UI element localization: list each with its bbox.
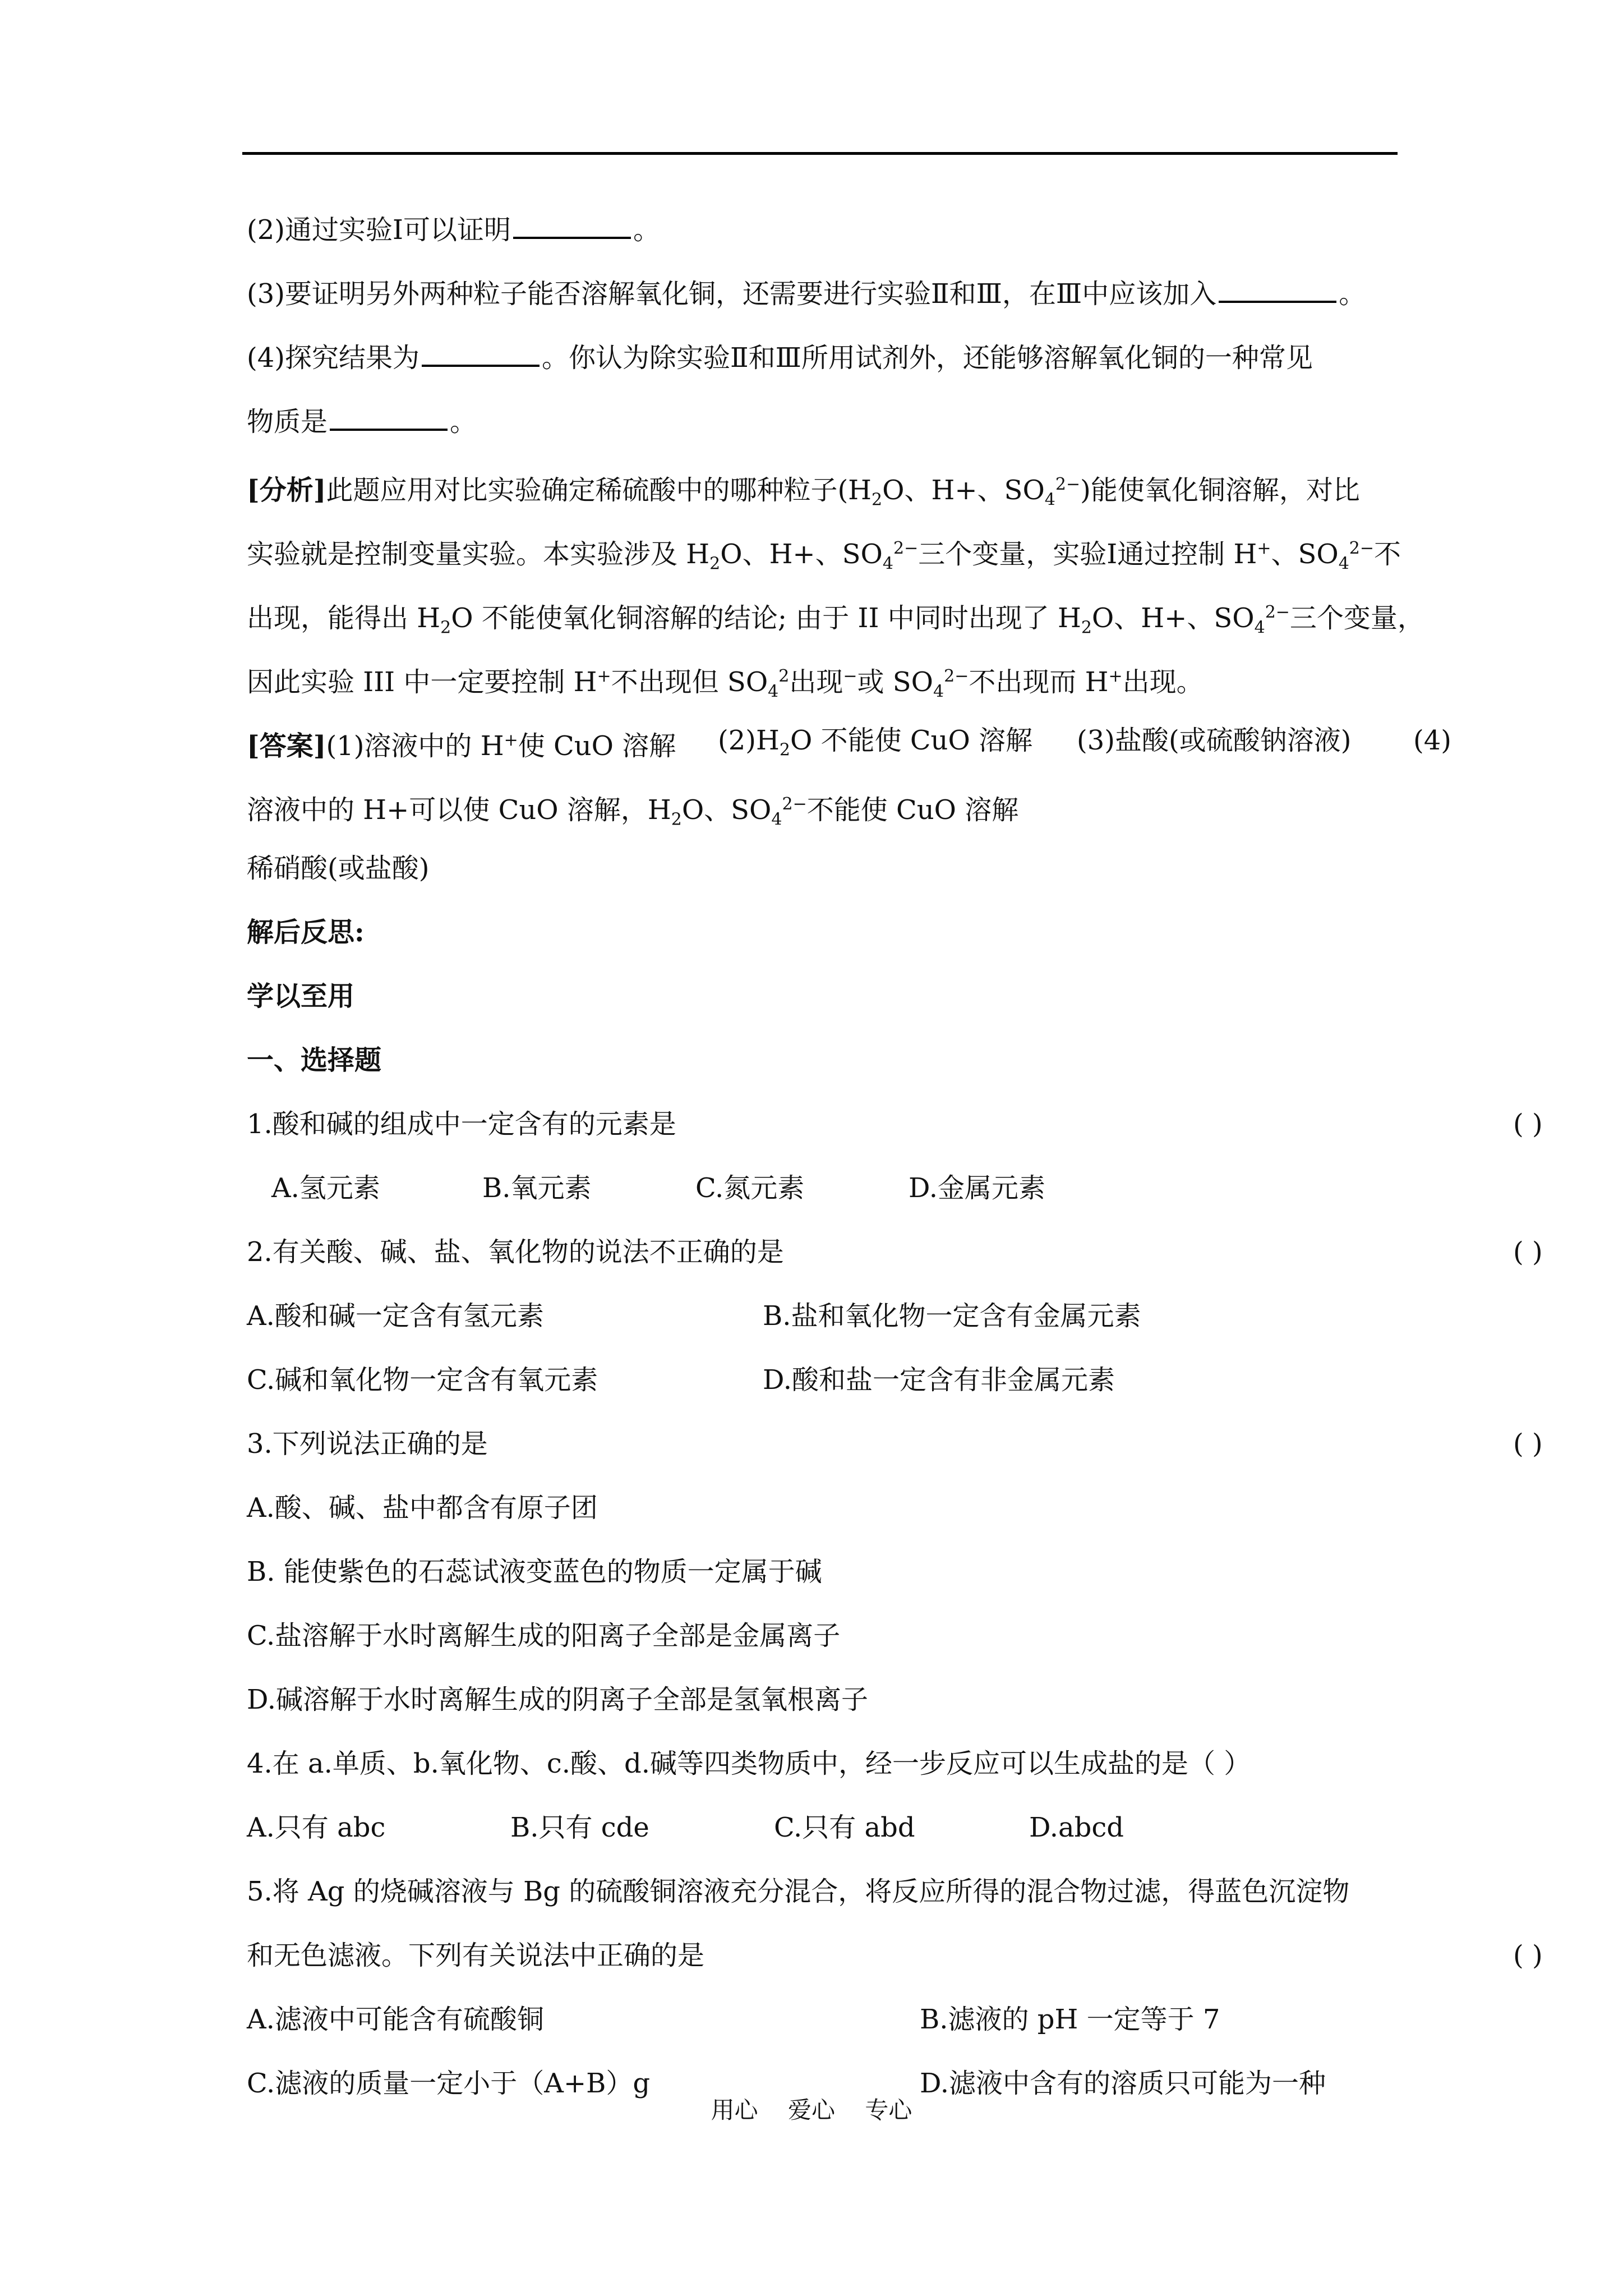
q4-options [247, 1811, 1124, 1844]
page-footer: 用心 爱心 专心 [711, 2096, 912, 2124]
option-c: C.氮元素 [695, 1172, 805, 1204]
apply-heading: 学以至用 [247, 981, 355, 1012]
option-d: D.abcd [1029, 1812, 1124, 1843]
question-part-2: (2)通过实验Ⅰ可以证明 。 [247, 212, 660, 247]
answer-line-2: 溶液中的 H+可以使 CuO 溶解，$H_2O$、$SO_4^{2-}$不能使 CuO 溶解 [247, 794, 1019, 830]
answer-line-3: 稀硝酸(或盐酸) [247, 853, 430, 884]
analysis-line-2: 实验就是控制变量实验。本实验涉及 $H_2O$、H+、$SO_4^{2-}$三个变量，实验Ⅰ通过控制 H+、$SO_4^{2-}$不 [247, 539, 1401, 574]
option-d: D.滤液中含有的溶质只可能为一种 [920, 2068, 1326, 2099]
q2-options-ab [247, 1299, 1141, 1333]
analysis-line-4: 因此实验 III 中一定要控制 H+不出现但 $SO_4^2$出现−或 $SO_4^{2-}$不出现而 H+出现。 [247, 666, 1204, 702]
header-rule [242, 152, 1398, 155]
option-c: C.只有 abd [774, 1812, 915, 1843]
q5-stem-1: 5.将 Ag 的烧碱溶液与 Bg 的硫酸铜溶液充分混合，将反应所得的混合物过滤，得蓝色沉淀物 [247, 1876, 1350, 1907]
reflection-heading: 解后反思: [247, 917, 365, 948]
question-part-4-cont: 物质是 。 [247, 404, 477, 439]
option-a: A.氢元素 [271, 1172, 380, 1204]
option-c: C.碱和氧化物一定含有氧元素 [247, 1364, 598, 1396]
answer-line-1: [答案](1)溶液中的 H+使 CuO 溶解 $(2)H_2O$ 不能使 CuO 溶解 (3)盐酸(或硫酸钠溶液) (4) [247, 724, 676, 763]
option-b: B.氧元素 [482, 1172, 592, 1204]
answer-paren: ( ) [1513, 1236, 1543, 1268]
option-b: B.滤液的 pH 一定等于 7 [920, 2004, 1220, 2035]
question-part-4: (4)探究结果为 。你认为除实验Ⅱ和Ⅲ所用试剂外，还能够溶解氧化铜的一种常见 [247, 340, 1313, 375]
q5-options-ab [247, 2003, 1220, 2036]
analysis-label: [分析] [247, 475, 326, 506]
answer-blank [1219, 276, 1336, 303]
answer-label: [答案] [247, 730, 326, 762]
option-c: C.滤液的质量一定小于（A+B）g [247, 2068, 651, 2099]
option-d: D.酸和盐一定含有非金属元素 [763, 1364, 1115, 1396]
q3-option-d: D.碱溶解于水时离解生成的阴离子全部是氢氧根离子 [247, 1684, 869, 1715]
answer-blank [513, 212, 631, 239]
answer-part-2: $(2)H_2O$ 不能使 CuO 溶解 [718, 725, 1033, 760]
q3-stem: 3.下列说法正确的是 ( ) [247, 1428, 1543, 1460]
answer-blank [330, 404, 448, 431]
option-b: B.只有 cde [510, 1812, 649, 1843]
analysis-line-3: 出现，能得出 $H_2O$ 不能使氧化铜溶解的结论; 由于 II 中同时出现了 $H_2O$、H+、$SO_4^{2-}$三个变量， [247, 602, 1424, 638]
option-a: A.只有 abc [247, 1812, 386, 1843]
q1-stem: 1.酸和碱的组成中一定含有的元素是 ( ) [247, 1108, 1543, 1140]
answer-blank [422, 340, 540, 367]
answer-part-4: (4) [1413, 725, 1451, 756]
q2-stem: 2.有关酸、碱、盐、氧化物的说法不正确的是 ( ) [247, 1236, 1543, 1268]
option-d: D.金属元素 [909, 1172, 1046, 1204]
q2-options-cd [247, 1363, 1115, 1397]
answer-part-3: (3)盐酸(或硫酸钠溶液) [1077, 725, 1352, 756]
section-heading: 一、选择题 [247, 1045, 382, 1076]
question-part-3: (3)要证明另外两种粒子能否溶解氧化铜，还需要进行实验Ⅱ和Ⅲ，在Ⅲ中应该加入 。 [247, 276, 1366, 311]
option-a: A.滤液中可能含有硫酸铜 [247, 2004, 544, 2035]
answer-paren: ( ) [1513, 1940, 1543, 1971]
option-a: A.酸和碱一定含有氢元素 [247, 1300, 544, 1332]
q3-option-c: C.盐溶解于水时离解生成的阳离子全部是金属离子 [247, 1620, 841, 1651]
answer-paren: ( ) [1513, 1108, 1543, 1140]
option-b: B.盐和氧化物一定含有金属元素 [763, 1300, 1141, 1332]
q3-option-a: A.酸、碱、盐中都含有原子团 [247, 1492, 598, 1524]
analysis-line-1: [分析]此题应用对比实验确定稀硫酸中的哪种粒子($H_2O$、H+、$SO_4^{2-}$)能使氧化铜溶解，对比 [247, 475, 1360, 510]
q5-stem-2: 和无色滤液。下列有关说法中正确的是 ( ) [247, 1940, 1543, 1971]
q4-stem: 4.在 a.单质、b.氧化物、c.酸、d.碱等四类物质中，经一步反应可以生成盐的是（ ） [247, 1748, 1251, 1779]
answer-paren: ( ) [1513, 1428, 1543, 1460]
q3-option-b: B. 能使紫色的石蕊试液变蓝色的物质一定属于碱 [247, 1556, 822, 1588]
